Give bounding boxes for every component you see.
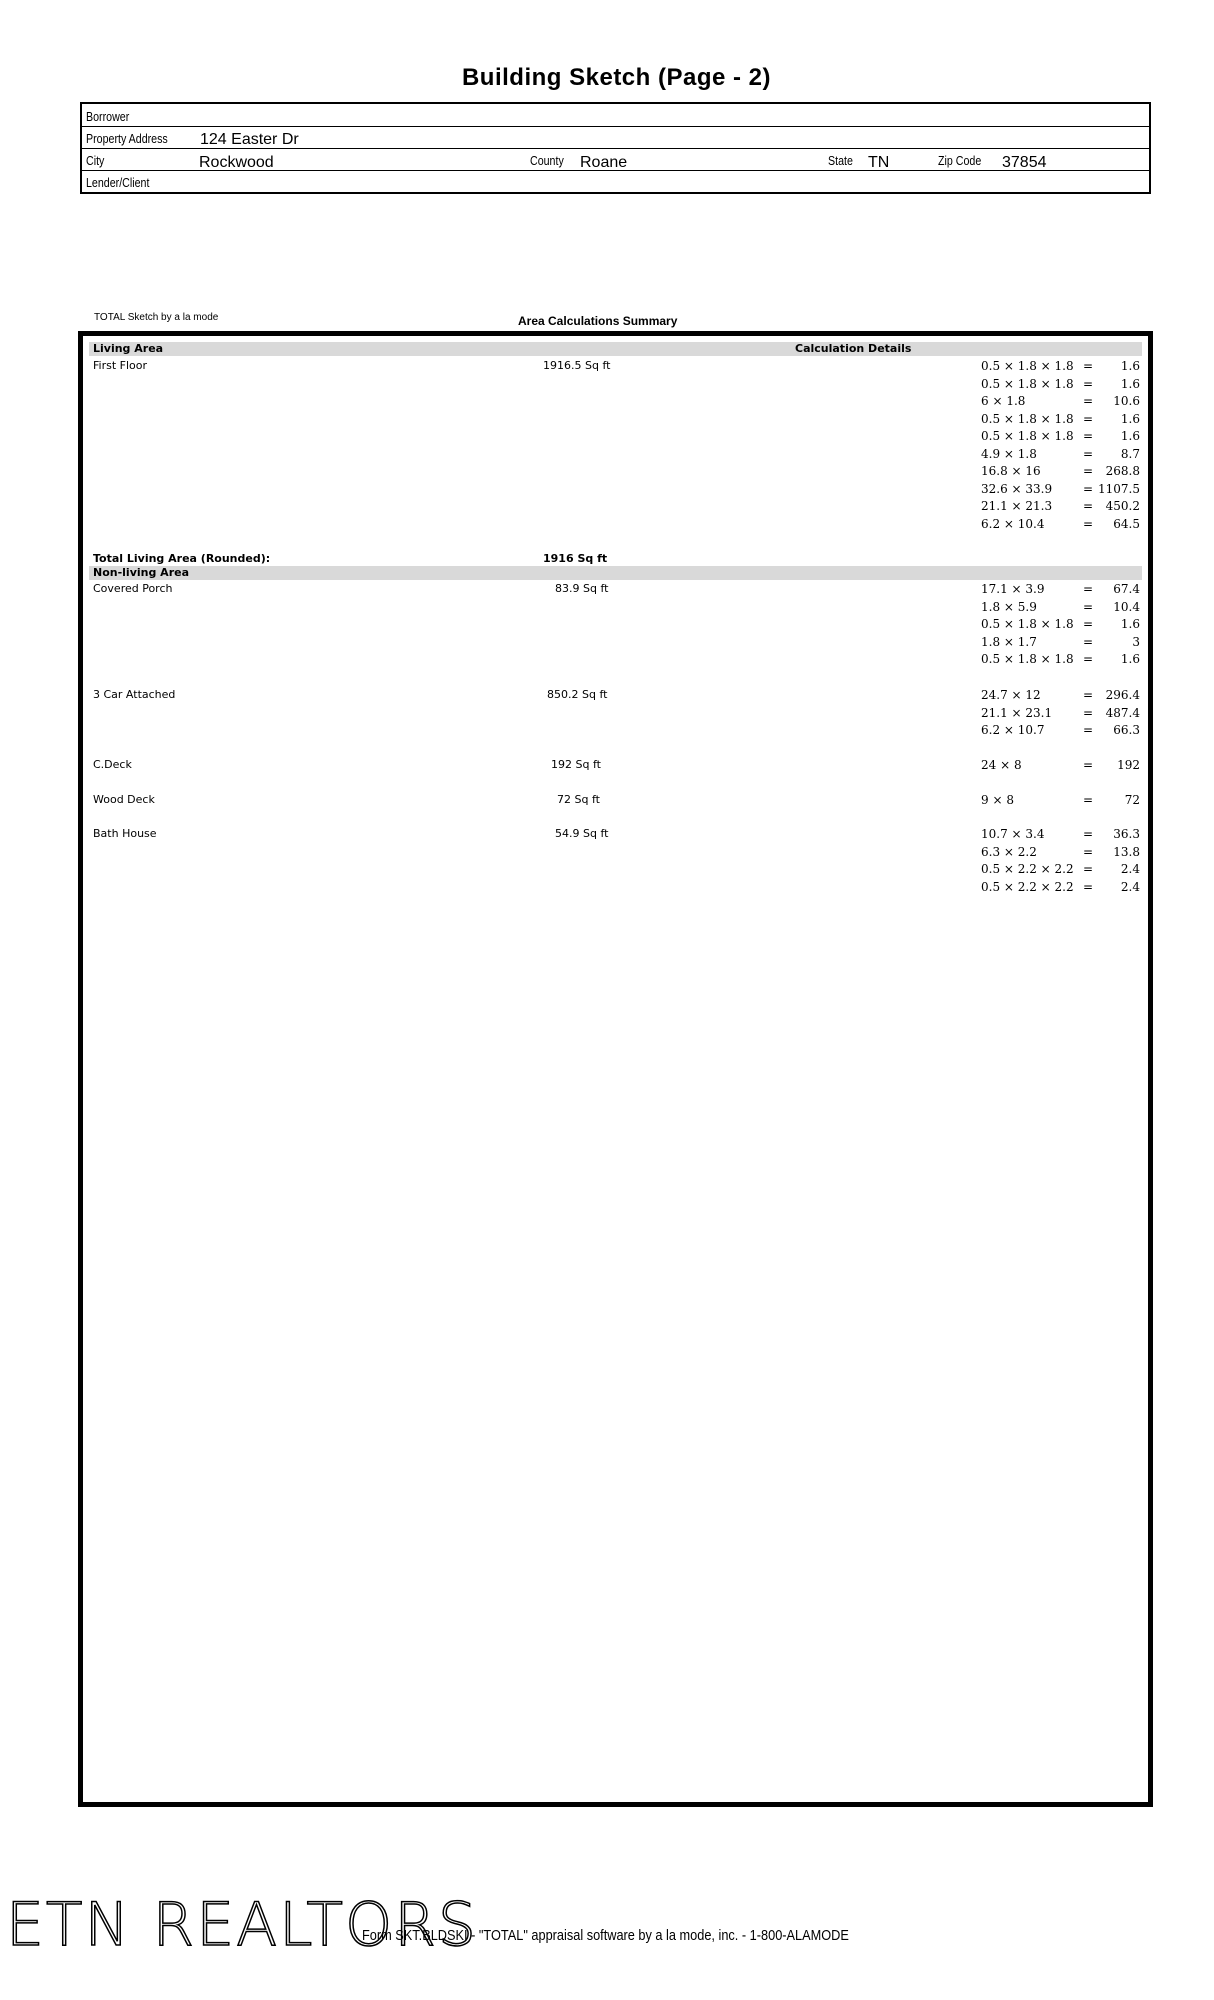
calc-expression: 0.5 × 1.8 × 1.8 [981,429,1074,443]
calc-expression: 0.5 × 1.8 × 1.8 [981,376,1074,391]
equals-sign: = [1083,394,1094,408]
header-table [80,102,1151,194]
calc-result: 296.4 [1105,688,1140,702]
equals-sign: = [1083,723,1094,737]
borrower-row [82,104,1149,127]
state-label: State [828,153,853,168]
equals-sign: = [1083,862,1094,876]
calc-expression: 6.2 × 10.4 [981,516,1045,531]
summary-title: Area Calculations Summary [518,314,678,328]
lender-label: Lender/Client [86,175,150,190]
calc-expression: 6 × 1.8 [981,394,1026,408]
calc-expression: 24 × 8 [981,758,1022,772]
equals-sign: = [1083,376,1094,391]
equals-sign: = [1083,499,1094,513]
equals-sign: = [1083,617,1094,631]
calc-result: 1.6 [1120,376,1140,391]
calc-expression: 0.5 × 2.2 × 2.2 [981,862,1074,876]
equals-sign: = [1083,652,1094,666]
section-area: 83.9 Sq ft [555,582,609,595]
calc-result: 1.6 [1120,652,1140,666]
equals-sign: = [1083,758,1094,772]
address-label: Property Address [86,131,168,146]
calc-result: 67.4 [1113,582,1140,596]
living-area-band [89,342,1142,356]
zip-value: 37854 [1002,154,1047,171]
equals-sign: = [1083,705,1094,720]
lender-row [82,170,1149,192]
page-title: Building Sketch (Page - 2) [461,64,772,91]
calc-result: 268.8 [1105,464,1140,478]
calc-result: 8.7 [1120,446,1140,461]
calc-result: 13.8 [1113,844,1140,859]
calc-result: 10.4 [1113,599,1140,614]
brand-logo: ETN REALTORS [6,1890,478,1960]
zip-label: Zip Code [938,153,982,168]
city-row [82,148,1149,171]
equals-sign: = [1083,793,1094,807]
section-area: 1916.5 Sq ft [543,359,611,372]
calc-result: 66.3 [1113,723,1140,737]
city-label: City [86,153,105,168]
calc-result: 1.6 [1120,359,1140,373]
calc-expression: 0.5 × 1.8 × 1.8 [981,617,1074,631]
section-name: First Floor [93,359,148,372]
total-living-value: 1916 Sq ft [543,552,608,565]
equals-sign: = [1083,688,1094,702]
calc-expression: 17.1 × 3.9 [981,582,1045,596]
total-living-label: Total Living Area (Rounded): [93,552,271,565]
state-value: TN [868,154,890,171]
section-name: Bath House [93,827,157,840]
equals-sign: = [1083,429,1094,443]
calculation-details-header: Calculation Details [795,342,912,355]
calc-result: 487.4 [1105,705,1140,720]
calc-expression: 10.7 × 3.4 [981,827,1045,841]
address-row [82,126,1149,149]
equals-sign: = [1083,879,1094,894]
equals-sign: = [1083,634,1094,649]
calc-expression: 1.8 × 5.9 [981,599,1037,614]
non-living-band [89,566,1142,580]
calc-expression: 0.5 × 1.8 × 1.8 [981,359,1074,373]
equals-sign: = [1083,411,1094,426]
calc-result: 72 [1124,793,1140,807]
living-area-header: Living Area [93,342,164,355]
equals-sign: = [1083,844,1094,859]
equals-sign: = [1083,599,1094,614]
county-value: Roane [580,154,628,171]
equals-sign: = [1083,359,1094,373]
section-name: Covered Porch [93,582,173,595]
non-living-header: Non-living Area [93,566,189,579]
calc-expression: 32.6 × 33.9 [981,481,1053,496]
calc-expression: 0.5 × 1.8 × 1.8 [981,652,1074,666]
calc-expression: 16.8 × 16 [981,464,1041,478]
calc-result: 2.4 [1120,879,1140,894]
equals-sign: = [1083,481,1094,496]
equals-sign: = [1083,516,1094,531]
equals-sign: = [1083,464,1094,478]
section-area: 54.9 Sq ft [555,827,609,840]
sketch-tag: TOTAL Sketch by a la mode [94,312,219,323]
calc-result: 10.6 [1113,394,1140,408]
equals-sign: = [1083,582,1094,596]
calc-expression: 21.1 × 21.3 [981,499,1053,513]
calc-result: 36.3 [1113,827,1140,841]
calc-expression: 24.7 × 12 [981,688,1041,702]
city-value: Rockwood [199,154,274,171]
address-value: 124 Easter Dr [200,131,299,148]
calc-result: 3 [1132,634,1140,649]
calc-expression: 0.5 × 2.2 × 2.2 [981,879,1074,894]
borrower-label: Borrower [86,109,130,124]
calc-expression: 4.9 × 1.8 [981,446,1037,461]
calc-result: 1107.5 [1098,481,1140,496]
calc-result: 1.6 [1120,411,1140,426]
calc-result: 1.6 [1120,429,1140,443]
calc-result: 1.6 [1120,617,1140,631]
section-name: Wood Deck [93,793,155,806]
equals-sign: = [1083,827,1094,841]
calc-result: 2.4 [1120,862,1140,876]
footer-form-text: Form SKT.BLDSKI - "TOTAL" appraisal software by a la mode, inc. - 1-800-ALAMODE [362,1927,849,1944]
calc-expression: 0.5 × 1.8 × 1.8 [981,411,1074,426]
calc-result: 64.5 [1113,516,1140,531]
calc-expression: 21.1 × 23.1 [981,705,1053,720]
section-name: C.Deck [93,758,132,771]
calc-expression: 6.3 × 2.2 [981,844,1037,859]
section-area: 72 Sq ft [557,793,600,806]
calc-expression: 1.8 × 1.7 [981,634,1037,649]
section-area: 192 Sq ft [551,758,601,771]
calc-expression: 6.2 × 10.7 [981,723,1045,737]
county-label: County [530,153,564,168]
calc-result: 450.2 [1105,499,1140,513]
section-name: 3 Car Attached [93,688,176,701]
section-area: 850.2 Sq ft [547,688,608,701]
calc-result: 192 [1117,758,1140,772]
area-calculations-box [78,331,1153,1807]
equals-sign: = [1083,446,1094,461]
calc-expression: 9 × 8 [981,793,1014,807]
